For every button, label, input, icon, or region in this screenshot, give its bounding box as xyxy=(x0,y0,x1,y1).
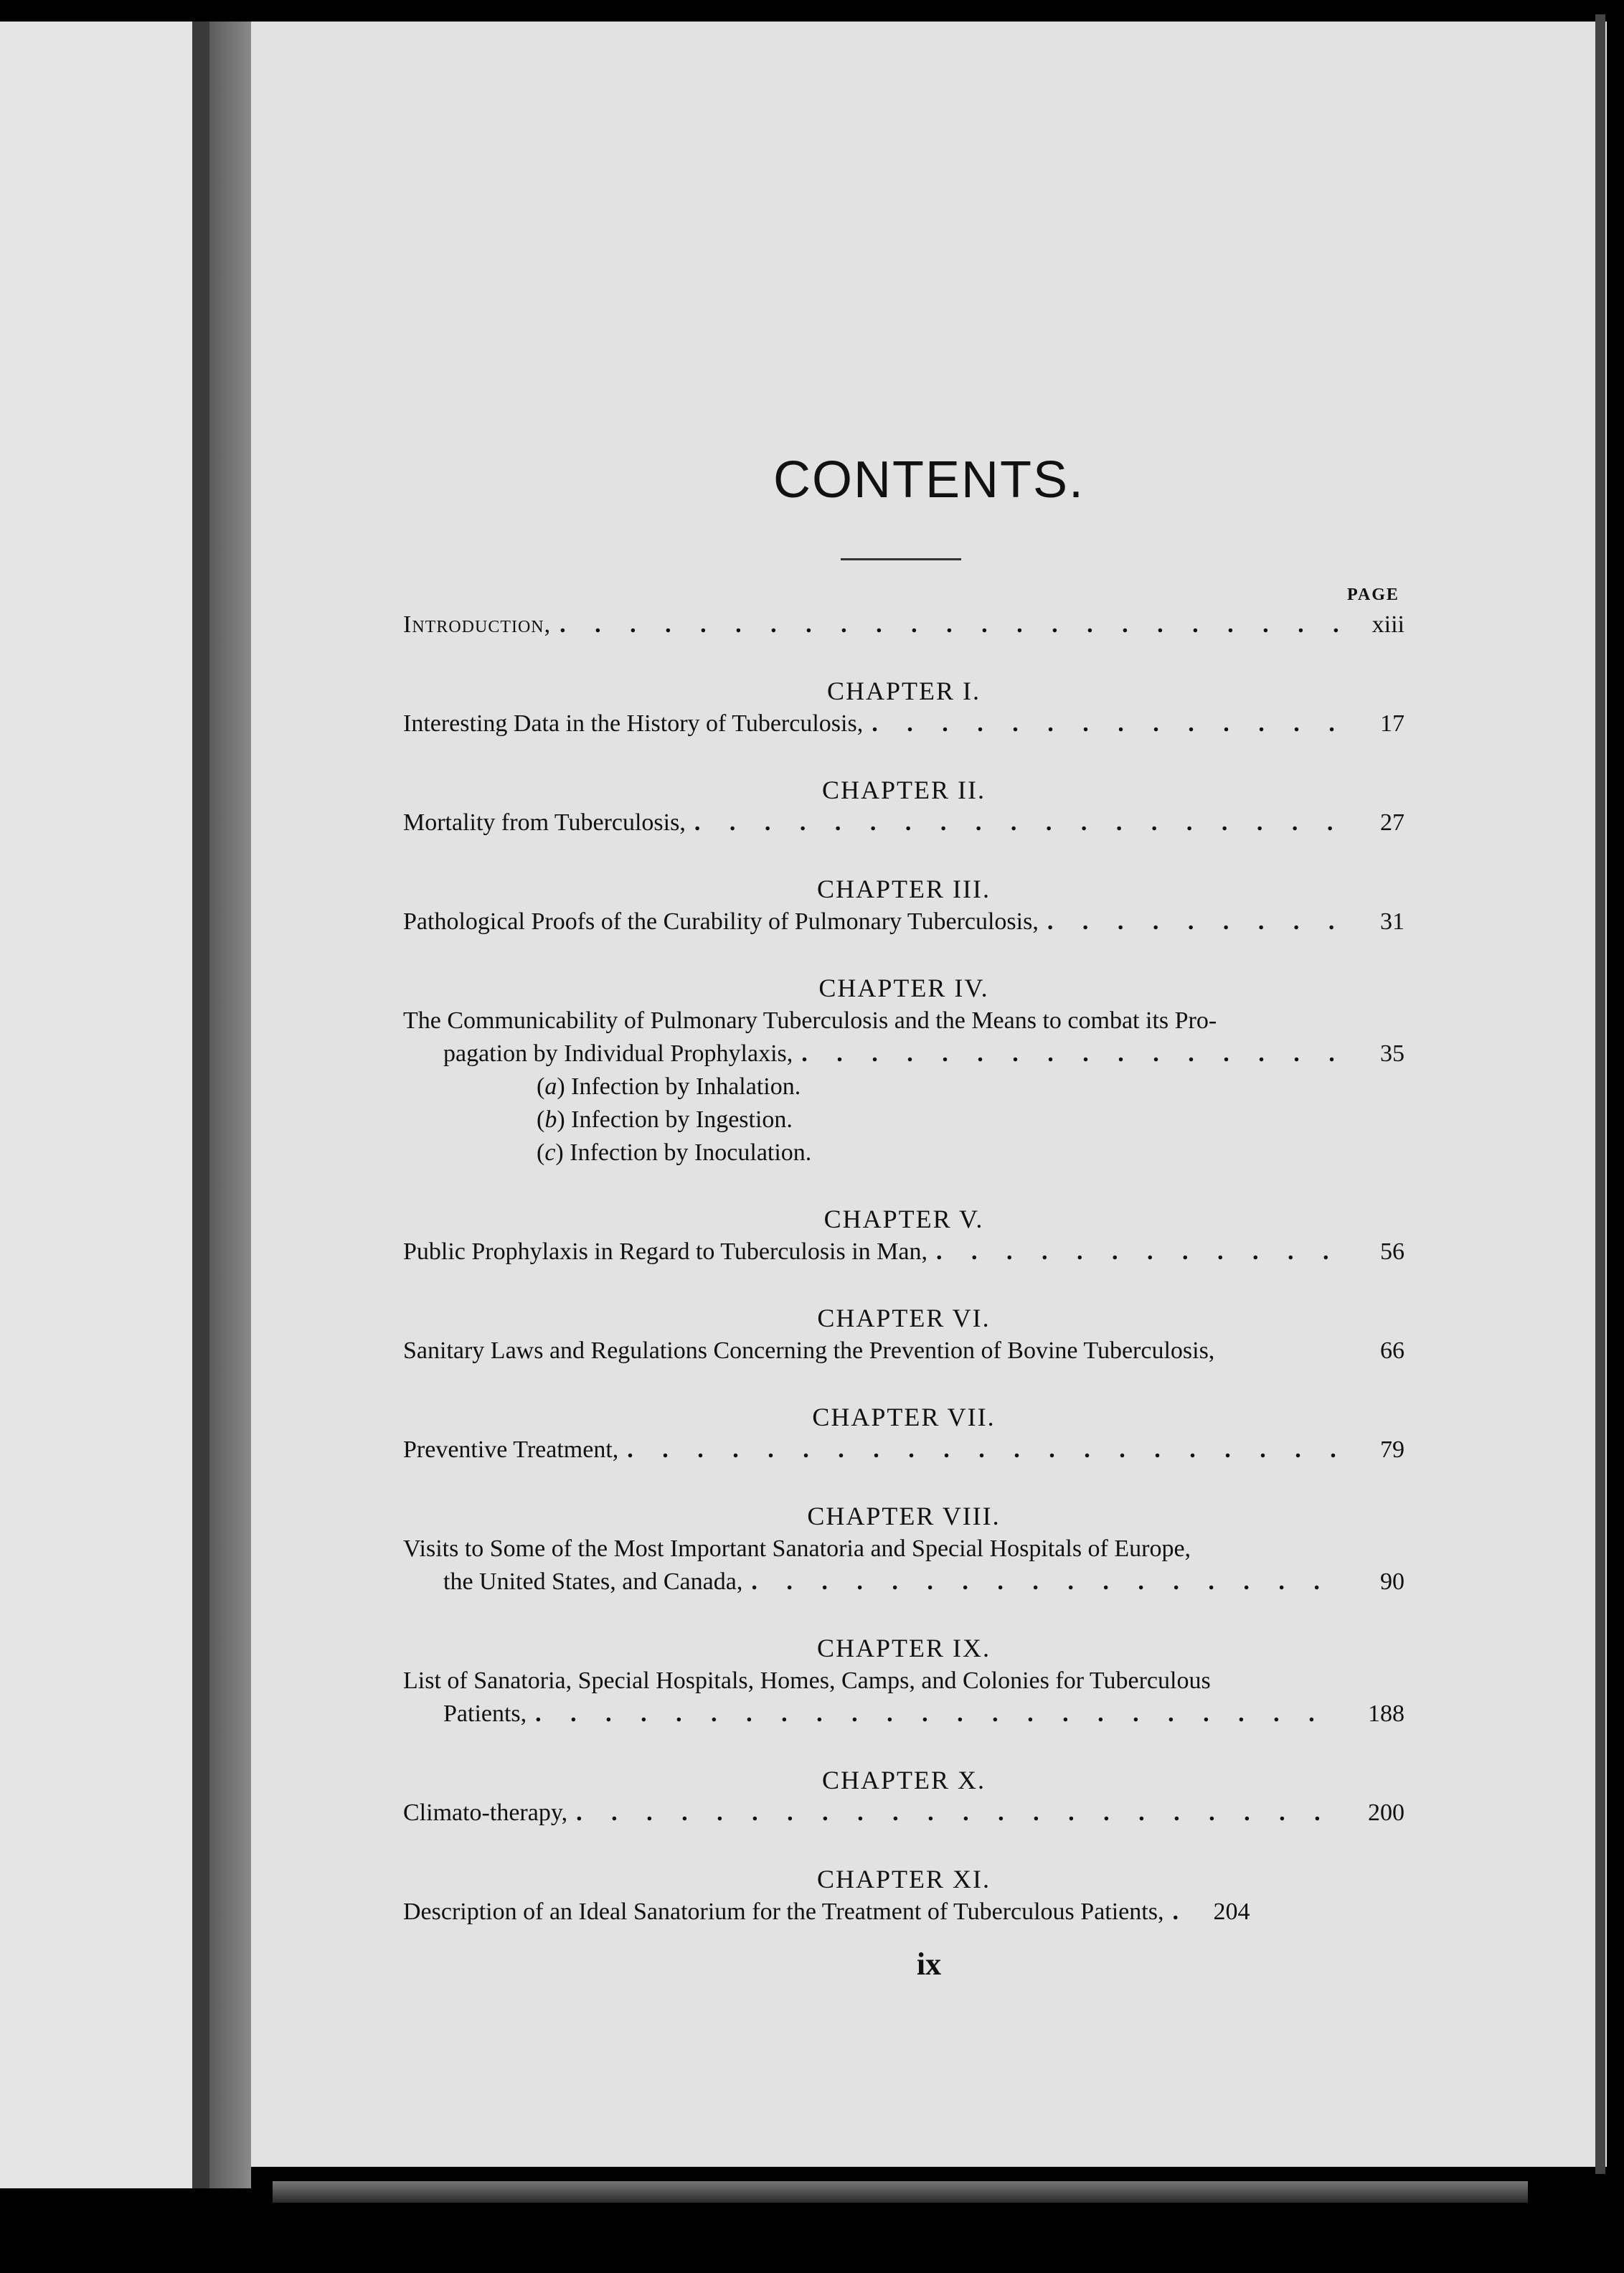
chapter-page: 188 xyxy=(1368,1700,1405,1727)
subitem-letter: b xyxy=(544,1106,557,1133)
toc-chapter-8 xyxy=(403,1500,1405,1599)
contents-title: CONTENTS. xyxy=(773,451,1085,509)
chapter-title-line-1: The Communicability of Pulmonary Tuberculosis and the Means to combat its Pro- xyxy=(403,1007,1217,1034)
toc-chapter-2 xyxy=(403,773,1405,839)
subitem-text: Infection by Inhalation. xyxy=(571,1073,801,1100)
toc-introduction-page: xiii xyxy=(1372,611,1405,638)
chapter-page: 27 xyxy=(1380,809,1405,836)
chapter-title-line-1: List of Sanatoria, Special Hospitals, Homes, Camps, and Colonies for Tuberculous xyxy=(403,1667,1211,1694)
chapter-title: Sanitary Laws and Regulations Concerning the Prevention of Bovine Tuberculosis, xyxy=(403,1337,1215,1364)
chapter-heading: CHAPTER I. xyxy=(826,677,981,705)
chapter-title: Climato-therapy, xyxy=(403,1799,568,1826)
leader-dots xyxy=(751,1566,1341,1599)
leader-dots xyxy=(801,1037,1341,1070)
leader-dots xyxy=(872,707,1341,740)
chapter-title: Mortality from Tuberculosis, xyxy=(403,809,686,836)
subitem-letter: c xyxy=(544,1139,556,1166)
leader-dots xyxy=(627,1434,1341,1467)
chapter-heading: CHAPTER IX. xyxy=(816,1634,991,1662)
chapter-page: 66 xyxy=(1380,1337,1405,1364)
chapter-heading: CHAPTER VII. xyxy=(812,1403,996,1431)
toc-chapter-4 xyxy=(403,971,1405,1170)
toc-chapter-6 xyxy=(403,1302,1405,1368)
chapter-heading: CHAPTER IV. xyxy=(818,974,989,1002)
chapter-page: 31 xyxy=(1380,908,1405,935)
subitem-text: Infection by Ingestion. xyxy=(571,1106,793,1133)
chapter-title: Pathological Proofs of the Curability of Pulmonary Tuberculosis, xyxy=(403,908,1039,935)
toc-chapter-3 xyxy=(403,872,1405,938)
title-rule xyxy=(841,558,961,560)
chapter-title: Interesting Data in the History of Tuberculosis, xyxy=(403,710,864,737)
book-gutter xyxy=(192,22,209,2188)
chapter-heading: CHAPTER III. xyxy=(817,875,991,903)
chapter-page: 79 xyxy=(1380,1436,1405,1463)
subitem-text: Infection by Inoculation. xyxy=(570,1139,812,1166)
leader-dots xyxy=(1047,905,1341,938)
chapter-title-line-2: pagation by Individual Prophylaxis, xyxy=(443,1040,793,1067)
toc-chapter-10 xyxy=(403,1764,1405,1830)
chapter-title-line-2: the United States, and Canada, xyxy=(443,1568,743,1595)
gutter-shadow xyxy=(209,22,251,2188)
toc-introduction-label: Introduction, xyxy=(403,611,552,638)
chapter-heading: CHAPTER VI. xyxy=(817,1304,991,1332)
chapter-heading: CHAPTER V. xyxy=(823,1205,984,1233)
page-folio: ix xyxy=(916,1947,942,1982)
toc-chapter-5 xyxy=(403,1203,1405,1269)
toc-chapter-11 xyxy=(403,1863,1405,1929)
left-page xyxy=(0,22,192,2188)
subitem-a: (a) Infection by Inhalation. xyxy=(537,1073,801,1100)
leader-dots xyxy=(1172,1896,1186,1929)
chapter-page: 90 xyxy=(1380,1568,1405,1595)
toc-chapter-9 xyxy=(403,1632,1405,1731)
chapter-page: 204 xyxy=(1213,1898,1250,1925)
toc-chapter-1 xyxy=(403,674,1405,740)
chapter-page: 200 xyxy=(1368,1799,1405,1826)
table-of-contents xyxy=(403,608,1405,1929)
chapter-title-line-2: Patients, xyxy=(443,1700,527,1727)
chapter-title: Description of an Ideal Sanatorium for the Treatment of Tuberculous Patients, xyxy=(403,1898,1164,1925)
toc-entry-introduction xyxy=(403,608,1405,641)
chapter-heading: CHAPTER II. xyxy=(822,776,986,804)
chapter-heading: CHAPTER X. xyxy=(821,1766,986,1794)
leader-dots xyxy=(560,608,1341,641)
chapter-page: 56 xyxy=(1380,1238,1405,1265)
toc-chapter-7 xyxy=(403,1401,1405,1467)
chapter-title-line-1: Visits to Some of the Most Important Sanatoria and Special Hospitals of Europe, xyxy=(403,1535,1191,1562)
subitem-c: (c) Infection by Inoculation. xyxy=(537,1139,812,1166)
leader-dots xyxy=(694,806,1341,839)
leader-dots xyxy=(576,1797,1341,1830)
page-column-label: PAGE xyxy=(1347,585,1399,604)
subitem-letter: a xyxy=(544,1073,557,1100)
chapter-heading: CHAPTER VIII. xyxy=(807,1502,1001,1530)
chapter-title: Preventive Treatment, xyxy=(403,1436,619,1463)
page-right-edge xyxy=(1595,14,1605,2174)
chapter-page: 17 xyxy=(1380,710,1405,737)
chapter-heading: CHAPTER XI. xyxy=(816,1865,991,1893)
chapter-title: Public Prophylaxis in Regard to Tuberculosis in Man, xyxy=(403,1238,927,1265)
leader-dots xyxy=(936,1236,1341,1269)
chapter-page: 35 xyxy=(1380,1040,1405,1067)
leader-dots xyxy=(535,1698,1341,1731)
page-bottom-edge xyxy=(273,2181,1528,2203)
subitem-b: (b) Infection by Ingestion. xyxy=(537,1106,793,1133)
